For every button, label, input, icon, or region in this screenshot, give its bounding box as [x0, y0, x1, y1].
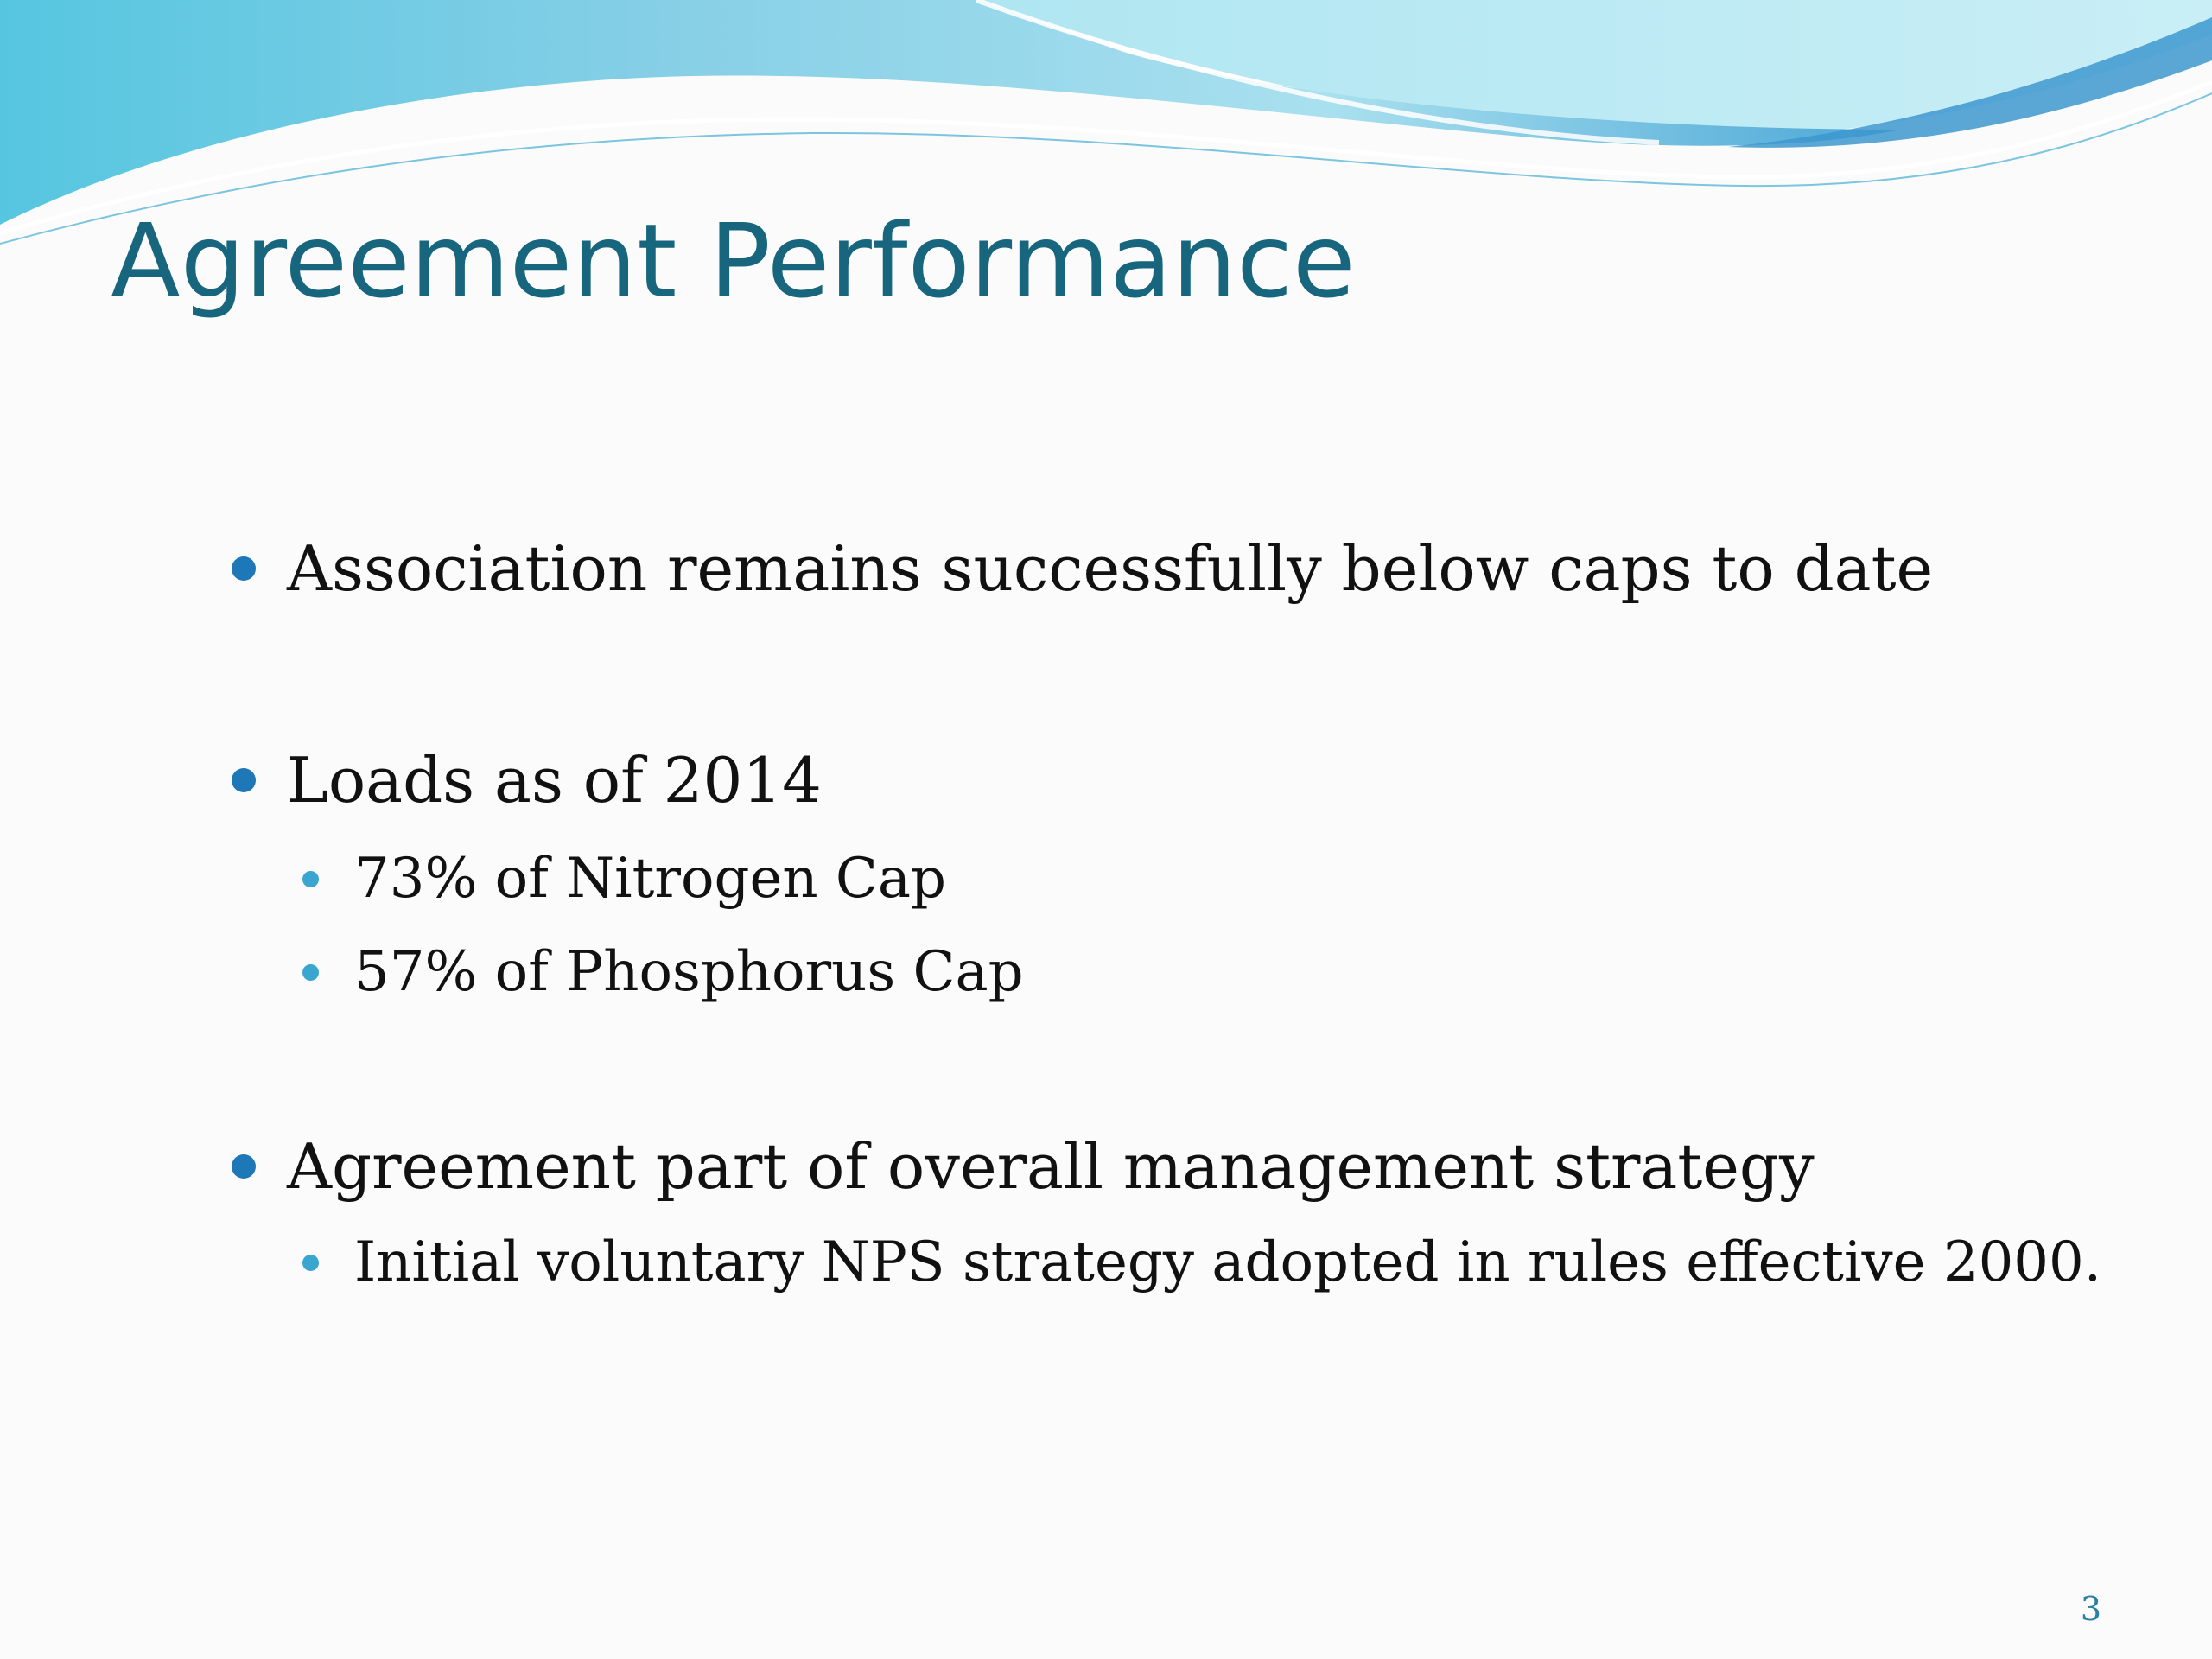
bullet-text: Association remains successfully below caps to date: [287, 532, 1934, 605]
bullet-dot-icon: [232, 556, 256, 581]
sub-bullet-dot-icon: [302, 871, 319, 887]
slide-title: Agreement Performance: [111, 201, 1356, 321]
sub-bullet-item: [354, 1225, 2101, 1300]
bullet-dot-icon: [232, 1154, 256, 1179]
bullet-text: Loads as of 2014: [287, 744, 822, 817]
bullet-item: [287, 1123, 1815, 1210]
sub-bullet-item: [354, 842, 946, 916]
sub-bullet-dot-icon: [302, 1255, 319, 1271]
sub-bullet-text: Initial voluntary NPS strategy adopted in rules effective 2000.: [354, 1230, 2102, 1294]
bullet-text: Agreement part of overall management strategy: [287, 1130, 1815, 1203]
sub-bullet-text: 73% of Nitrogen Cap: [354, 847, 946, 911]
sub-bullet-item: [354, 935, 1024, 1009]
bullet-dot-icon: [232, 768, 256, 792]
sub-bullet-text: 57% of Phosphorus Cap: [354, 940, 1024, 1004]
sub-bullet-dot-icon: [302, 964, 319, 981]
bullet-item: [287, 737, 822, 823]
bullet-item: [287, 525, 1933, 612]
page-number: 3: [2080, 1590, 2101, 1628]
